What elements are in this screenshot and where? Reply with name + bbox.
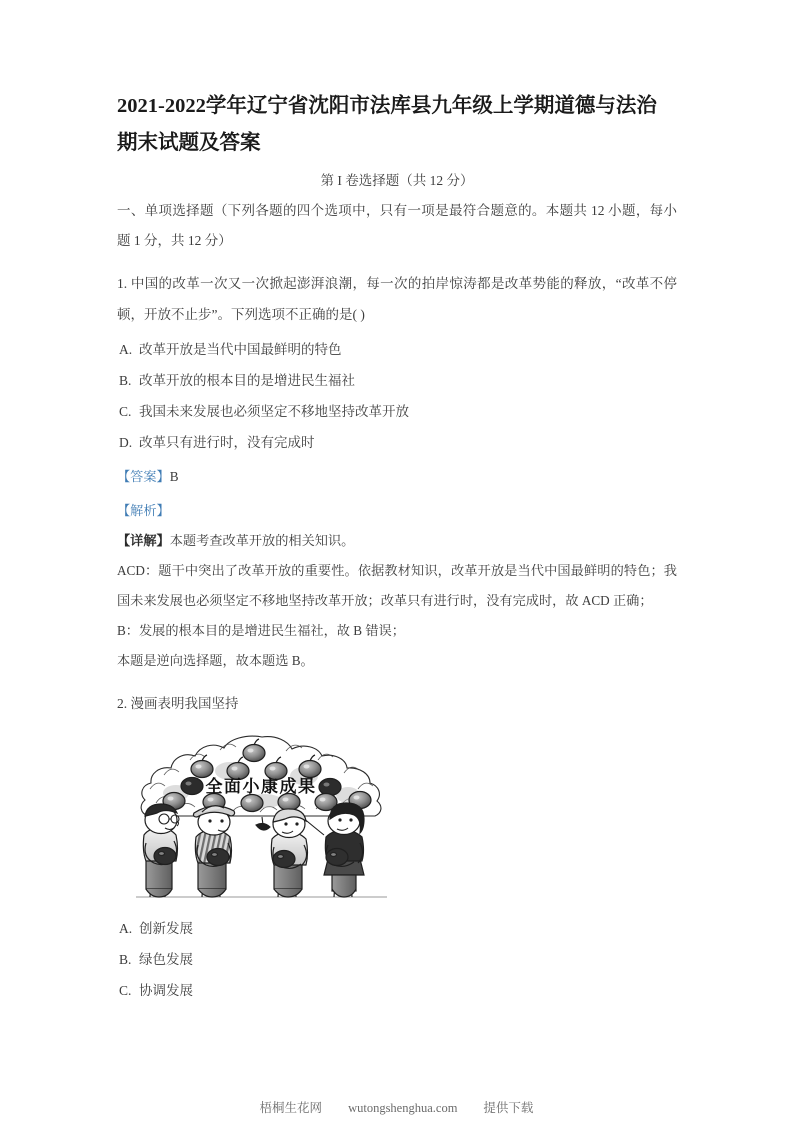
page-footer: [0, 1098, 793, 1116]
option-label: B.: [119, 952, 132, 967]
detail-tag: 【详解】: [117, 533, 170, 548]
question-1-number: 1.: [117, 276, 128, 291]
question-1-explanation-conclusion: 本题是逆向选择题，故本题选 B。: [117, 653, 314, 668]
page-title: 2021-2022学年辽宁省沈阳市法库县九年级上学期道德与法治期末试题及答案: [117, 95, 657, 154]
question-1-option-c[interactable]: [117, 396, 677, 427]
option-label: B.: [119, 373, 132, 388]
section-heading: 第 I 卷选择题（共 12 分）: [320, 173, 474, 188]
footer-action-label: 提供下载: [483, 1101, 534, 1115]
question-2-option-b[interactable]: [117, 944, 677, 975]
question-1-text: 中国的改革一次又一次掀起澎湃浪潮，每一次的拍岸惊涛都是改革势能的释放，“改革不停顿，开放不止步”。下列选项不正确的是( ): [117, 276, 678, 322]
option-text: 改革只有进行时，没有完成时: [139, 435, 315, 450]
option-text: 协调发展: [139, 983, 193, 998]
document-body: [117, 88, 677, 1006]
figure-banner-text: 全面小康成果: [205, 777, 317, 796]
option-label: D.: [119, 435, 133, 450]
question-1-answer: [117, 462, 677, 492]
person-3: [271, 809, 307, 897]
question-1-explanation-acd: ACD：题干中突出了改革开放的重要性。依据教材知识，改革开放是当代中国最鲜明的特色；我国未来发展也必须坚定不移地坚持改革开放；改革只有进行时，没有完成时，故 ACD 正确；: [117, 563, 677, 608]
detail-text: 本题考查改革开放的相关知识。: [169, 533, 355, 548]
question-1-option-b[interactable]: [117, 365, 677, 396]
option-text: 我国未来发展也必须坚定不移地坚持改革开放: [139, 404, 409, 419]
footer-site-url: wutongshenghua.com: [348, 1101, 458, 1115]
answer-tag: 【答案】: [117, 469, 170, 484]
option-text: 创新发展: [139, 921, 193, 936]
option-label: C.: [119, 983, 132, 998]
option-label: A.: [119, 921, 133, 936]
section-instruction: 一、单项选择题（下列各题的四个选项中，只有一项是最符合题意的。本题共 12 小题，每小题 1 分，共 12 分）: [117, 203, 677, 248]
question-1-analysis-tag-line: [117, 496, 677, 526]
question-1-explanation-b: B：发展的根本目的是增进民生福社，故 B 错误；: [117, 623, 405, 638]
question-2-number: 2.: [117, 696, 128, 711]
question-1-stem: [117, 268, 677, 330]
option-text: 改革开放是当代中国最鲜明的特色: [139, 342, 342, 357]
option-label: A.: [119, 342, 133, 357]
question-1-detail-line: [117, 526, 677, 556]
question-1-option-d[interactable]: [117, 427, 677, 458]
question-2-text: 漫画表明我国坚持: [130, 696, 239, 711]
footer-site-name: 梧桐生花网: [259, 1101, 323, 1115]
option-text: 改革开放的根本目的是增进民生福社: [139, 373, 355, 388]
analysis-tag: 【解析】: [117, 503, 170, 518]
question-2-option-a[interactable]: [117, 913, 677, 944]
question-2-stem: [117, 688, 677, 719]
option-label: C.: [119, 404, 132, 419]
comic-xiaokang-tree-image: [134, 731, 389, 903]
question-1-option-a[interactable]: [117, 334, 677, 365]
answer-value: B: [169, 469, 179, 484]
option-text: 绿色发展: [139, 952, 193, 967]
question-2-figure: [117, 731, 677, 903]
question-2-option-c[interactable]: [117, 975, 677, 1006]
